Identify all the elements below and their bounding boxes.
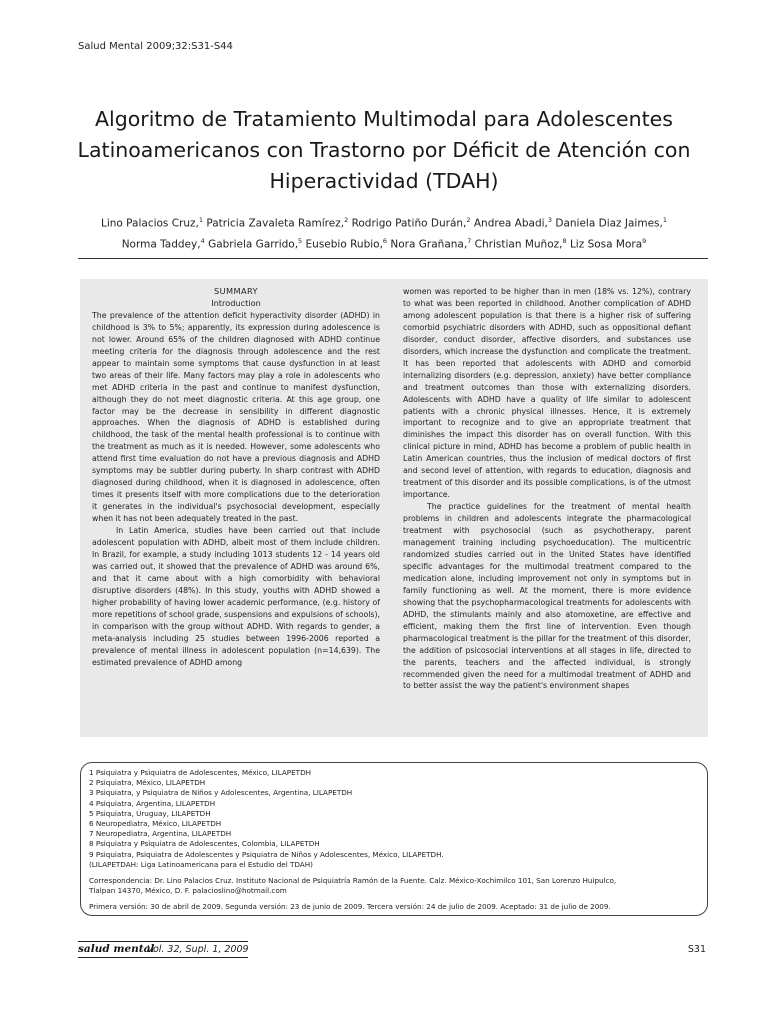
- author-name: Christian Muñoz,: [474, 238, 563, 250]
- author-name: Gabriela Garrido,: [208, 238, 299, 250]
- affiliation-item: 7 Neuropediatra, Argentina, LILAPETDH: [89, 829, 232, 839]
- footer-rule-top: [78, 941, 248, 942]
- summary-paragraph: The prevalence of the attention deficit hyperactivity disorder (ADHD) in childhood is 3% to 5%; apparently, its expression during adolescence is not lower. Around 65% of the children diagnosed with ADHD continue meeting criteria for the diagnosis through adolescence and the rest appear to maintain some symptoms that cause dysfunction in at least two areas of their life. Many factors may play a role in adolescents who met ADHD criteria in the past and continue to manifest dysfunction, although they do not meet diagnostic criteria. At this age group, one factor may be the decrease in sensibility in different diagnostic approaches. When the diagnosis of ADHD is established during childhood, the task of the mental health professional is to continue with the treatment as much as it is needed. However, some adolescents who attend first time evaluation do not have a previous diagnosis and ADHD symptoms may be subtler during puberty. In sharp contrast with ADHD diagnosed during childhood, when it is diagnosed in adolescence, often times it presents itself with more complications due to the deterioration it generates in the individual's psychosocial development, especially when it has not been adequately treated in the past.: [92, 310, 380, 524]
- affiliation-item: 6 Neuropediatra, México, LILAPETDH: [89, 819, 222, 829]
- author-affiliation-marker: 4: [200, 236, 205, 245]
- page-number: S31: [687, 944, 706, 955]
- summary-left-column: [92, 286, 380, 669]
- author-affiliation-marker: 6: [382, 236, 388, 245]
- version-history: Primera versión: 30 de abril de 2009. Segunda versión: 23 de junio de 2009. Tercera versión: 24 de julio de 2009. Aceptado: 31 de julio de 2009.: [89, 902, 611, 912]
- author-list: [60, 212, 708, 253]
- affiliation-item: (LILAPETDAH: Liga Latinoamericana para el Estudio del TDAH): [89, 859, 313, 869]
- author-affiliation-marker: 2: [344, 216, 349, 224]
- affiliations-box: [80, 762, 708, 916]
- affiliation-item: 4 Psiquiatra, Argentina, LILAPETDH: [89, 798, 216, 808]
- affiliation-item: 8 Psiquiatra y Psiquiatra de Adolescentes, Colombia, LILAPETDH: [89, 839, 320, 849]
- author-affiliation-marker: 1: [662, 216, 667, 224]
- affiliation-item: 2 Psiquiatra, México, LILAPETDH: [89, 778, 206, 788]
- footer-rule-bottom: [78, 957, 248, 958]
- author-affiliation-marker: 3: [547, 216, 553, 224]
- summary-paragraph: women was reported to be higher than in men (18% vs. 12%), contrary to what was been reported in childhood. Another complication of ADHD among adolescent population is that there is a higher risk of suffering comorbid psychiatric disorders with ADHD, such as oppositional defiant disorder, conduct disorder, affective disorders, and substances use disorders, which increase the dysfunction and complicate the treatment. It has been reported that adolescents with ADHD and comorbid internalizing disorders (e.g. depression, anxiety) have better compliance and treatment outcomes than those with externalizing disorders. Adolescents with ADHD have a quality of life similar to adolescent patients with a chronic physical illnesses. Hence, it is extremely important to recognize and to give an appropriate treatment that diminishes the impact this disorder has on overall function. With this clinical picture in mind, ADHD has become a problem of public health in Latin American countries, thus the inclusion of medical doctors of first and second level of attention, with regards to education, diagnosis and treatment of this disorder and its possible complications, is of the utmost importance.: [403, 287, 691, 500]
- author-name: Andrea Abadi,: [473, 217, 548, 230]
- author-name: Eusebio Rubio,: [305, 238, 383, 250]
- correspondence: [89, 876, 699, 896]
- author-affiliation-marker: 1: [198, 216, 204, 224]
- author-name: Liz Sosa Mora: [569, 238, 643, 250]
- summary-paragraph: The practice guidelines for the treatment of mental health problems in children and adolescents integrate the pharmacological treatment with psychosocial (such as psychotherapy, parent management training including psychoeducation). The multicentric randomized studies carried out in the United States have identified specific advantages for the multimodal treatment compared to the medication alone, including improvement not only in symptoms but in family functioning as well. At the moment, there is more evidence showing that the psychopharmacological treatments for adolescents with ADHD, the stimulants mainly and also atomoxetine, are effective and efficient, making them the first line of intervention. Even though pharmacological treatment is the pillar for the treatment of this disorder, the addition of psicosocial interventions at all stages in life, directed to the parents, teachers and the affected individual, is strongly recommended given the need for a multimodal treatment of ADHD and to better assist the way the patient's environment shapes: [403, 502, 691, 691]
- journal-volume: Vol. 32, Supl. 1, 2009: [147, 944, 249, 955]
- affiliation-item: 9 Psiquiatra, Psiquiatra de Adolescentes y Psiquiatra de Niños y Adolescentes, México, LILAPETDH.: [89, 849, 444, 859]
- article-title: Algoritmo de Tratamiento Multimodal para Adolescentes Latinoamericanos con Trastorno por Déficit de Atención con Hiperactividad (TDAH): [77, 107, 691, 193]
- correspondence-line: Correspondencia: Dr. Lino Palacios Cruz. Instituto Nacional de Psiquiatría Ramón de la Fuente. Calz. México-Xochimilco 101, San Lorenzo Huipulco,: [89, 876, 617, 886]
- author-affiliation-marker: 7: [467, 236, 472, 245]
- author-affiliation-marker: 2: [466, 216, 471, 224]
- journal-logo: salud mental: [78, 943, 155, 955]
- correspondence-line: Tlalpan 14370, México, D. F. palacioslino@hotmail.com: [89, 886, 287, 896]
- author-name: Rodrigo Patiño Durán,: [351, 217, 467, 230]
- author-name: Norma Taddey,: [121, 238, 201, 250]
- affiliation-item: 3 Psiquiatra, y Psiquiatra de Niños y Adolescentes, Argentina, LILAPETDH: [89, 788, 353, 798]
- affiliation-list: [89, 768, 699, 870]
- affiliation-item: 1 Psiquiatra y Psiquiatra de Adolescentes, México, LILAPETDH: [89, 768, 312, 777]
- author-name: Nora Grañana,: [390, 238, 468, 250]
- author-name: Patricia Zavaleta Ramírez,: [206, 217, 345, 230]
- introduction-heading: Introduction: [211, 297, 261, 308]
- author-affiliation-marker: 9: [642, 236, 647, 245]
- author-affiliation-marker: 8: [562, 236, 567, 245]
- title-divider: [78, 258, 708, 259]
- running-head: Salud Mental 2009;32:S31-S44: [78, 41, 233, 52]
- summary-right-column: [403, 286, 691, 692]
- author-name: Daniela Diaz Jaimes,: [555, 217, 663, 230]
- author-affiliation-marker: 5: [298, 236, 303, 245]
- author-name: Lino Palacios Cruz,: [100, 217, 199, 230]
- summary-paragraph: In Latin America, studies have been carried out that include adolescent population with ADHD, albeit most of them include children. In Brazil, for example, a study including 1013 students 12 - 14 years old was carried out, it showed that the prevalence of ADHD was around 6%, and that it came about with a high comorbidity with behavioral disruptive disorders (48%). In this study, youths with ADHD showed a higher probability of having lower academic performance, (e.g. history of more repetitions of school grade, suspensions and expulsions of schools), in comparison with the group without ADHD. With regards to gender, a meta-analysis including 25 studies between 1996-2006 reported a prevalence of mental illness in adolescent population (n=14,639). The estimated prevalence of ADHD among: [92, 526, 380, 667]
- summary-heading: SUMMARY: [214, 286, 258, 296]
- affiliation-item: 5 Psiquiatra, Uruguay, LILAPETDH: [89, 808, 211, 818]
